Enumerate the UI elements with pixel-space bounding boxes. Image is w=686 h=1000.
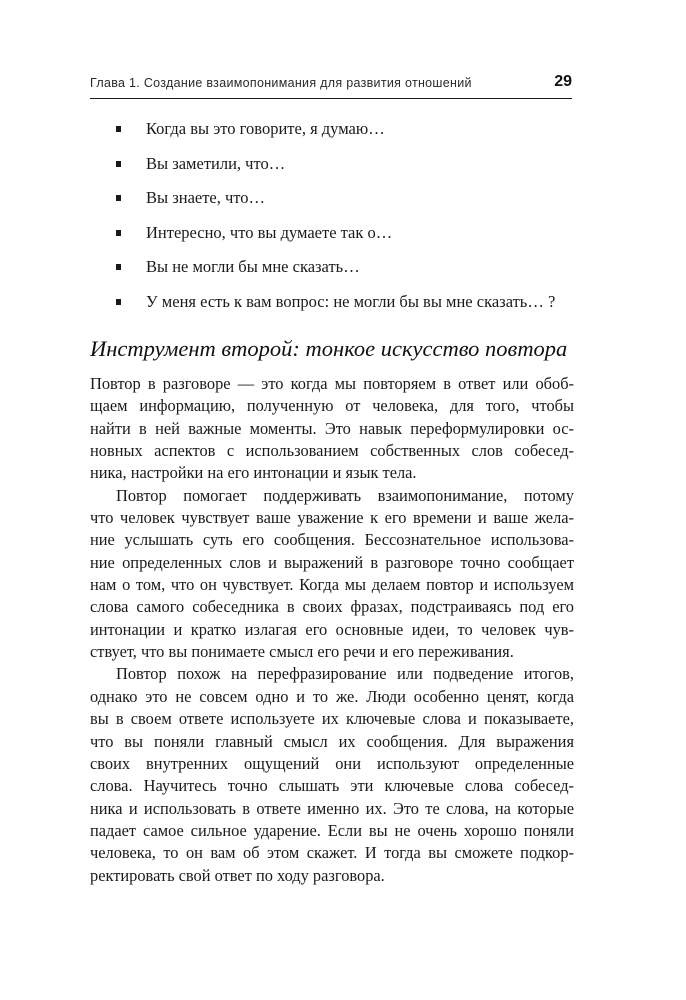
paragraph	[90, 663, 574, 886]
text-line: однако это не совсем одно и то же. Люди особенно ценят, когда	[90, 686, 574, 706]
list-item-text: Вы не могли бы мне сказать…	[146, 257, 360, 277]
text-line: падает самое сильное ударение. Если вы не очень хорошо поняли	[90, 820, 574, 840]
list-item-text: Когда вы это говорите, я думаю…	[146, 119, 385, 138]
text-line: ректировать свой ответ по ходу разговора.	[90, 865, 385, 885]
text-line: слова самого собеседника в своих фразах, подстраиваясь под его	[90, 597, 574, 617]
bullet-icon	[116, 299, 121, 305]
list-item	[116, 112, 586, 147]
text-line: найти в ней важные моменты. Это навык переформулировки ос-	[90, 418, 574, 438]
bullet-icon	[116, 126, 121, 132]
list-item	[116, 285, 586, 320]
section-heading: Инструмент второй: тонкое искусство повтора	[90, 336, 568, 361]
text-line: нам о том, что он чувствует. Когда мы делаем повтор и используем	[90, 575, 574, 595]
bullet-icon	[116, 230, 121, 236]
body-text	[90, 373, 574, 887]
text-line: Повтор помогает поддерживать взаимопонимание, потому	[116, 485, 574, 505]
running-title: Глава 1. Создание взаимопонимания для развития отношений	[90, 76, 472, 90]
list-item	[116, 181, 586, 216]
text-line: ника, настройки на его интонации и язык тела.	[90, 463, 417, 483]
text-line: ние определенных слов и выражений в разговоре точно сообщает	[90, 552, 574, 572]
list-item-text: У меня есть к вам вопрос: не могли бы вы мне сказать… ?	[146, 291, 556, 311]
text-line: вы в своем ответе используете их ключевые слова и показываете,	[90, 709, 574, 729]
bullet-icon	[116, 264, 121, 270]
list-item-text: Вы заметили, что…	[146, 153, 286, 173]
text-line: что человек чувствует ваше уважение к его времени и ваше жела-	[90, 508, 574, 528]
text-line: ствует, что вы понимаете смысл его речи и его переживания.	[90, 642, 514, 662]
list-item-text: Вы знаете, что…	[146, 188, 266, 208]
text-line: Повтор в разговоре — это когда мы повторяем в ответ или обоб-	[90, 374, 574, 393]
paragraph	[90, 485, 574, 664]
list-item-text: Интересно, что вы думаете так о…	[146, 222, 393, 242]
paragraph	[90, 373, 574, 485]
text-line: интонации и кратко излагая его основные идеи, то человек чув-	[90, 619, 574, 639]
text-line: человека, то он вам об этом скажет. И тогда вы сможете подкор-	[90, 843, 574, 863]
bullet-icon	[116, 161, 121, 167]
text-line: ника и использовать в ответе именно их. Это те слова, на которые	[90, 798, 574, 818]
text-line: щаем информацию, полученную от человека, для того, чтобы	[90, 396, 574, 416]
bullet-list	[116, 112, 586, 320]
text-line: слова. Научитесь точно слышать эти ключевые слова собесед-	[90, 776, 574, 796]
text-line: Повтор похож на перефразирование или подведение итогов,	[116, 664, 574, 684]
text-line: новных аспектов с использованием собственных слов собесед-	[90, 441, 574, 461]
text-line: что вы поняли главный смысл их сообщения. Для выражения	[90, 731, 574, 751]
bullet-icon	[116, 195, 121, 201]
page-number: 29	[554, 73, 572, 90]
running-header	[90, 74, 572, 99]
list-item	[116, 147, 586, 182]
list-item	[116, 250, 586, 285]
list-item	[116, 216, 586, 251]
text-line: ние услышать суть его сообщения. Бессознательное использова-	[90, 530, 574, 550]
text-line: своих внутренних ощущений они используют определенные	[90, 753, 574, 773]
